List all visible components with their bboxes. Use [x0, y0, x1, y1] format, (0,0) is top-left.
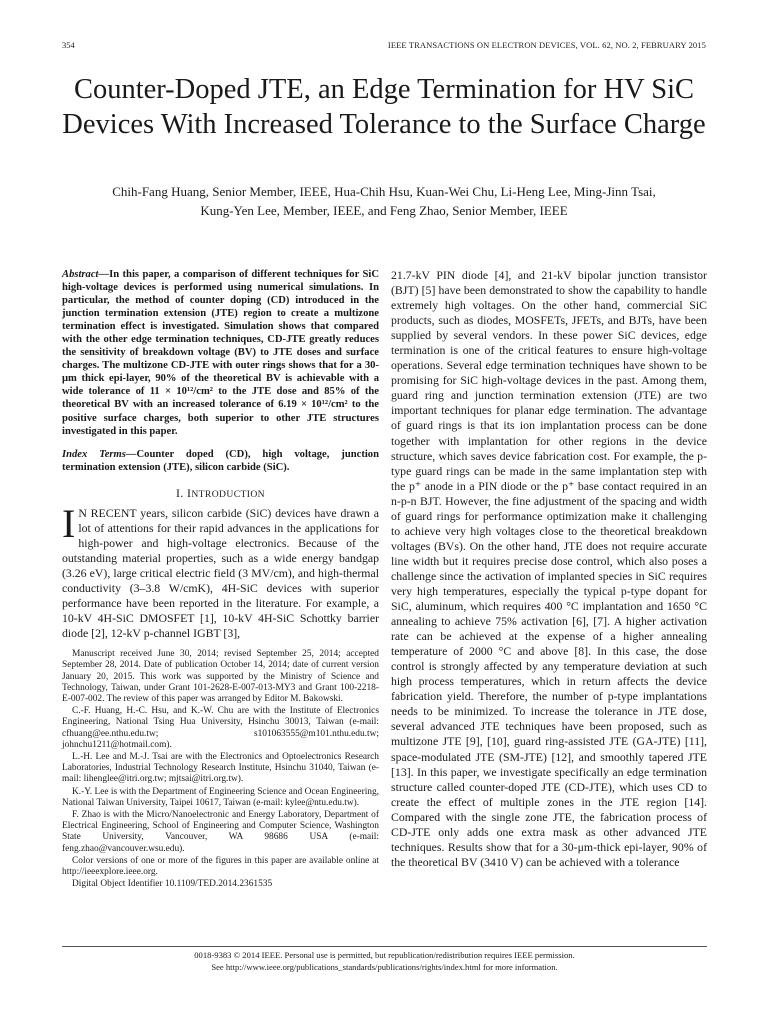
author-line-1: Chih-Fang Huang, Senior Member, IEEE, Hua-Chih Hsu, Kuan-Wei Chu, Li-Heng Lee, Ming-Jinn Tsai, [112, 184, 656, 199]
page-number: 354 [62, 40, 75, 50]
footnote-doi: Digital Object Identifier 10.1109/TED.2014.2361535 [72, 879, 273, 890]
first-page-footnotes [62, 649, 379, 890]
abstract-text: In this paper, a comparison of different techniques for SiC high-voltage devices is performed using numerical simulations. In particular, the method of counter doping (CD) introduced in the junction termination extension (JTE) region to create a multizone termination effect is investigated. Simulation shows that compared with the other edge termination techniques, CD-JTE greatly reduces the sensitivity of breakdown voltage (BV) to JTE doses and surface charges. The multizone CD-JTE with outer rings shows that for a 30-μm thick epi-layer, 90% of the theoretical BV is achievable with a wide tolerance of 11 × 10¹²/cm² to the JTE dose and 85% of the theoretical BV with an increased tolerance of 6.19 × 10¹²/cm² to the positive surface charges, both superior to other JTE structures investigated in this paper. [62, 269, 379, 437]
footnote-affiliation-2: L.-H. Lee and M.-J. Tsai are with the Electronics and Optoelectronics Research Laboratories, Industrial Technology Research Institute, Hsinchu 31040, Taiwan (e-mail: lihenglee@itri.org.tw; mjtsai@itri.org.tw). [62, 752, 379, 785]
intro-paragraph [62, 500, 379, 641]
copyright-line-1: 0018-9383 © 2014 IEEE. Personal use is permitted, but republication/redistribution requires IEEE permission. [194, 950, 575, 960]
author-list [60, 182, 708, 220]
footnote-manuscript: Manuscript received June 30, 2014; revised September 25, 2014; accepted September 28, 2014. Date of publication October 14, 2014; date of current version January 20, 2015. This work was supported by the Ministry of Science and Technology, Taiwan, under Grant 101-2628-E-007-013-MY3 and Grant 100-2218-E-007-002. The review of this paper was arranged by Editor M. Bakowski. [62, 649, 379, 704]
footnote-affiliation-1: C.-F. Huang, H.-C. Hsu, and K.-W. Chu are with the Institute of Electronics Engineering, National Tsing Hua University, Hsinchu 30013, Taiwan (e-mail: cfhuang@ee.nthu.edu.tw; s101063555@m101.nthu.edu.tw; johnchu1211@hotmail.com). [62, 706, 379, 750]
footnote-affiliation-3: K.-Y. Lee is with the Department of Engineering Science and Ocean Engineering, National Taiwan University, Taipei 10617, Taiwan (e-mail: kylee@ntu.edu.tw). [62, 786, 380, 808]
journal-header: IEEE TRANSACTIONS ON ELECTRON DEVICES, VOL. 62, NO. 2, FEBRUARY 2015 [387, 40, 706, 50]
right-column-text: 21.7-kV PIN diode [4], and 21-kV bipolar junction transistor (BJT) [5] have been demonstrated to show the capability to handle extremely high voltages. On the other hand, commercial SiC products, such as diodes, MOSFETs, JFETs, and BJTs, have been supplied by several vendors. In these power SiC devices, edge termination is one of the critical features to ensure high-voltage operations. Several edge termination techniques have shown to be promising for SiC high-voltage devices in the past. Among them, guard ring and junction termination extension (JTE) are two important techniques for planar edge termination. The advantage of guard rings is that its ion implantation process can be done together with implantation for other regions in the device structure, which saves device fabrication cost. For example, the p-type guard rings can be made in the same implantation step with the p⁺ anode in a PIN diode or the p⁺ base contact required in an n-p-n BJT. However, the fine adjustment of the spacing and width of guard rings for performance optimization make it challenging to achieve very high voltages close to the theoretical breakdown voltages (BVs). On the other hand, JTE does not require accurate line width but it requires precise dose control, which also poses a challenge since the activation of implanted species in SiC requires very high temperatures, especially the typical p-type dopant for SiC, aluminum, which requires 400 °C implantation and 1650 °C annealing to achieve 75% activation [6], [7]. A higher activation rate can be achieved at the expense of a higher annealing temperature of 2000 °C and above [8]. In this case, the dose control is strongly affected by any temperature deviation at such high process temperatures, which in return affects the device fabrication yield. Therefore, the number of p-type implantations needs to be minimized. To increase the tolerance in JTE dose, several advanced JTE techniques have been proposed, such as multizone JTE [9], [10], guard ring-assisted JTE (GA-JTE) [11], space-modulated JTE (SM-JTE) [12], and smoothly tapered JTE [13]. In this paper, we investigate specifically an edge termination structure called counter-doped JTE (CD-JTE), which uses CD to create the effect of multiple zones in the JTE region [14]. Compared with the single zone JTE, the fabrication process of CD-JTE only adds one extra mask as other advanced JTE techniques. Results show that for a 30-μm-thick epi-layer, 90% of the theoretical BV (3410 V) can be achieved with a tolerance [391, 268, 707, 869]
section-title-rest: NTRODUCTION [191, 488, 266, 500]
left-column [62, 268, 379, 891]
paper-title: Counter-Doped JTE, an Edge Termination for HV SiC Devices With Increased Tolerance to the Surface Charge [62, 74, 706, 140]
index-terms-label: Index Terms— [62, 448, 137, 460]
intro-lead-words: N RECENT [78, 505, 137, 520]
index-terms-text: Counter doped (CD), high voltage, junction termination extension (JTE), silicon carbide (SiC). [62, 448, 379, 473]
abstract [62, 268, 379, 438]
footnote-color-versions: Color versions of one or more of the figures in this paper are available online at http://ieeexplore.ieee.org. [62, 855, 379, 878]
section-numeral: I. I [175, 485, 192, 500]
index-terms [62, 448, 379, 474]
drop-cap: I [62, 500, 76, 546]
right-column [391, 268, 707, 870]
footnote-affiliation-4: F. Zhao is with the Micro/Nanoelectronic and Energy Laboratory, Department of Electrical Engineering, School of Engineering and Computer Science, Washington State University, Vancouver, WA 98686 USA (e-mail: feng.zhao@vancouver.wsu.edu). [62, 810, 379, 854]
intro-text: years, silicon carbide (SiC) devices have drawn a lot of attentions for their rapid advances in the applications for high-power and high-voltage electronics. Because of the outstanding material properties, such as a wide energy bandgap (3.26 eV), large critical electric field (3 MV/cm), and high-thermal conductivity (3–3.8 W/cmK), 4H-SiC devices with superior performance have been reported in the literature. For example, a 10-kV 4H-SiC DMOSFET [1], 10-kV 4H-SiC Schottky barrier diode [2], 12-kV p-channel IGBT [3], [62, 505, 379, 641]
copyright-line-2: See http://www.ieee.org/publications_standards/publications/rights/index.html for more information. [211, 961, 558, 972]
abstract-label: Abstract— [62, 269, 110, 280]
copyright-notice [62, 946, 707, 973]
section-heading-introduction [62, 486, 379, 502]
author-line-2: Kung-Yen Lee, Member, IEEE, and Feng Zhao, Senior Member, IEEE [200, 203, 568, 218]
